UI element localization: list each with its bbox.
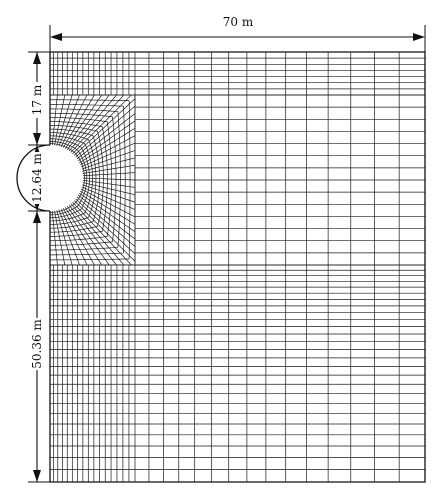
mesh-radial-spoke [54, 211, 64, 265]
mesh-radial-spoke [65, 207, 102, 265]
mesh-radial-spoke [52, 95, 57, 145]
mesh-radial-spoke [83, 173, 135, 176]
mesh-radial-spoke [79, 128, 135, 163]
crown-depth-label: 17 m [30, 84, 44, 116]
mesh-radial-ring [50, 117, 112, 240]
mesh-radial-spoke [83, 182, 135, 194]
mesh-radial-spoke [59, 95, 80, 146]
model-boundary [50, 52, 425, 482]
width-dimension [50, 14, 425, 52]
mesh-radial-spoke [83, 178, 135, 180]
width-label: 70 m [222, 15, 254, 29]
mesh-radial-spoke [76, 106, 135, 157]
mesh-radial-spoke [73, 202, 132, 265]
tunnel-height-label: 12.64 m [30, 153, 44, 203]
mesh-radial-spoke [71, 95, 124, 152]
mesh-grid [50, 52, 425, 482]
mesh-radial-ring [50, 104, 125, 254]
mesh-radial-spoke [59, 210, 80, 265]
mesh-radial-spoke [54, 95, 64, 145]
bottom-depth-label: 50.36 m [30, 319, 44, 369]
mesh-radial-spoke [76, 199, 135, 254]
mesh-radial-spoke [74, 201, 135, 262]
mesh-radial-spoke [83, 180, 135, 187]
mesh-radial-spoke [52, 211, 57, 265]
mesh-radial-spoke [65, 95, 102, 149]
height-dimensions [26, 52, 50, 482]
